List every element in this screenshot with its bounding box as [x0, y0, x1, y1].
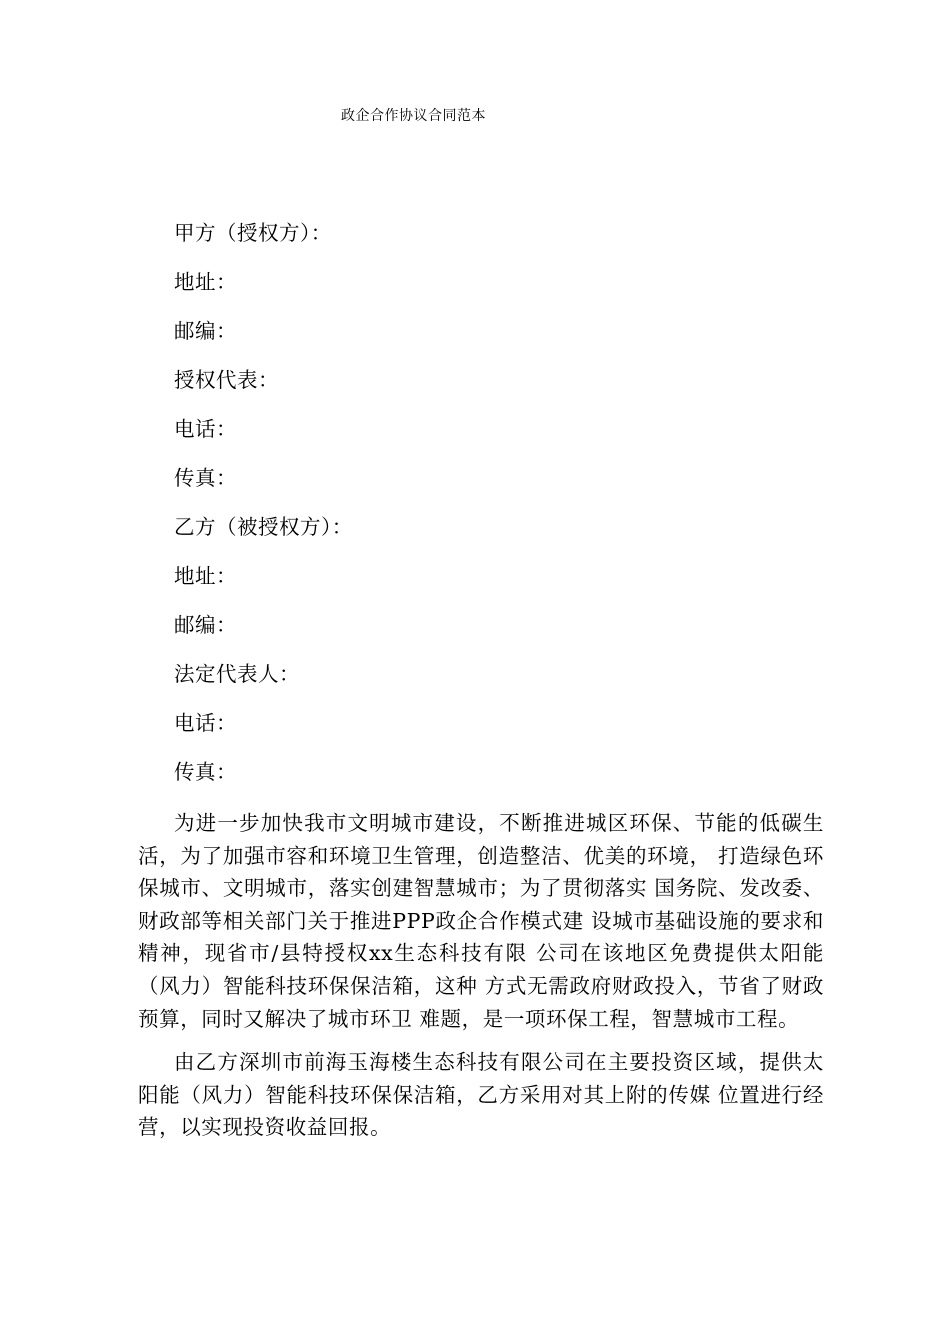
- party-b-phone-label: 电话：: [174, 711, 237, 735]
- party-a-phone-label: 电话：: [174, 417, 237, 441]
- document-title: 政企合作协议合同范本: [341, 108, 486, 124]
- party-b-postcode-label: 邮编：: [174, 613, 237, 637]
- party-a-address-label: 地址：: [174, 270, 237, 294]
- party-fields: [174, 218, 774, 806]
- party-b-fax-label: 传真：: [174, 760, 237, 784]
- party-a-postcode-label: 邮编：: [174, 319, 237, 343]
- party-b-address-label: 地址：: [174, 564, 237, 588]
- body-paragraph: 由乙方深圳市前海玉海楼生态科技有限公司在主要投资区域，提供太阳能（风力）智能科技环保保洁箱，乙方采用对其上附的传媒 位置进行经营，以实现投资收益回报。: [138, 1050, 824, 1140]
- document-body: [138, 807, 824, 1155]
- party-a-fax-label: 传真：: [174, 466, 237, 490]
- party-b-representative-label: 法定代表人：: [174, 662, 300, 686]
- party-b-heading: 乙方（被授权方）：: [174, 515, 353, 539]
- body-paragraph: 为进一步加快我市文明城市建设，不断推进城区环保、节能的低碳生活，为了加强市容和环境卫生管理，创造整洁、优美的环境， 打造绿色环保城市、文明城市，落实创建智慧城市；为了贯彻落实 国务院、发改委、财政部等相关部门关于推进PPP政企合作模式建 设城市基础设施的要求和精神，现省市/县特授权xx生态科技有限 公司在该地区免费提供太阳能（风力）智能科技环保保洁箱，这种 方式无需政府财政投入，节省了财政预算，同时又解决了城市环卫 难题，是一项环保工程，智慧城市工程。: [138, 811, 824, 1031]
- party-a-representative-label: 授权代表：: [174, 368, 279, 392]
- party-a-heading: 甲方（授权方）：: [174, 221, 332, 245]
